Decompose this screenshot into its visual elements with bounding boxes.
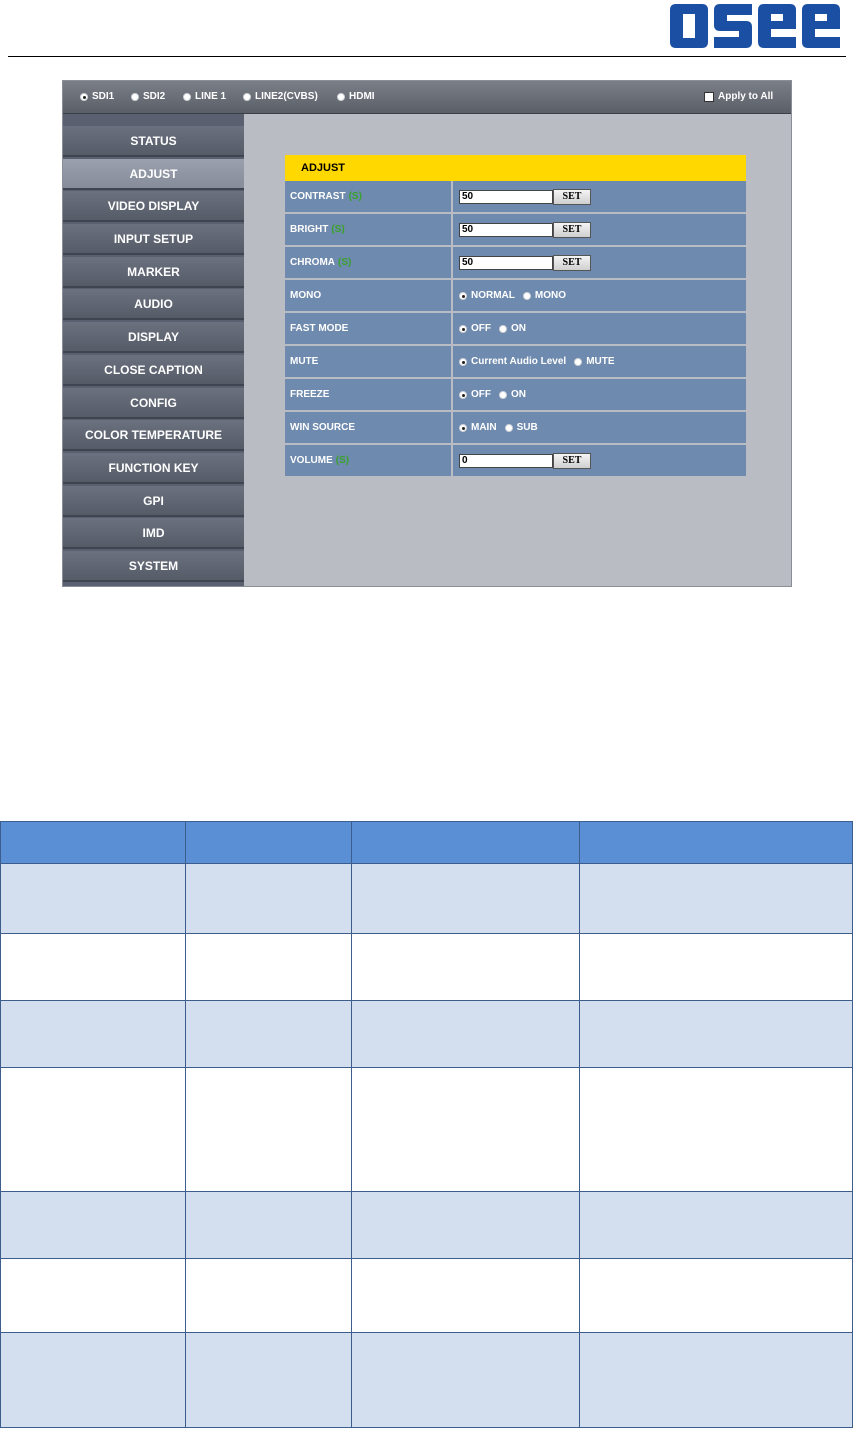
table-row bbox=[1, 1001, 853, 1068]
table-header-row bbox=[1, 822, 853, 864]
win-source-option-sub[interactable]: SUB bbox=[505, 422, 538, 433]
nav-item-adjust[interactable]: ADJUST bbox=[63, 159, 244, 190]
header-rule bbox=[8, 56, 846, 57]
bright-set-button[interactable]: SET bbox=[553, 222, 591, 238]
radio-icon bbox=[183, 93, 191, 101]
win-source-option-main[interactable]: MAIN bbox=[459, 422, 497, 433]
content-area bbox=[244, 114, 790, 586]
radio-icon bbox=[574, 358, 582, 366]
source-option-sdi2[interactable]: SDI2 bbox=[131, 91, 165, 102]
row-label: BRIGHT bbox=[290, 224, 329, 235]
mute-option-current-level[interactable]: Current Audio Level bbox=[459, 356, 566, 367]
radio-icon bbox=[337, 93, 345, 101]
source-option-hdmi[interactable]: HDMI bbox=[337, 91, 375, 102]
row-suffix: (S) bbox=[338, 257, 352, 268]
row-label: FAST MODE bbox=[285, 313, 453, 344]
radio-icon bbox=[459, 391, 467, 399]
source-bar bbox=[63, 81, 791, 114]
nav-item-function-key[interactable]: FUNCTION KEY bbox=[63, 453, 244, 484]
contrast-set-button[interactable]: SET bbox=[553, 189, 591, 205]
adjust-ui-screenshot bbox=[62, 80, 792, 587]
row-label: VOLUME bbox=[290, 455, 333, 466]
nav-item-gpi[interactable]: GPI bbox=[63, 486, 244, 517]
row-mute bbox=[285, 346, 746, 379]
radio-icon bbox=[459, 358, 467, 366]
source-option-sdi1[interactable]: SDI1 bbox=[80, 91, 114, 102]
row-suffix: (S) bbox=[335, 455, 350, 466]
row-contrast bbox=[285, 181, 746, 214]
nav-item-video-display[interactable]: VIDEO DISPLAY bbox=[63, 191, 244, 222]
nav-item-input-setup[interactable]: INPUT SETUP bbox=[63, 224, 244, 255]
radio-icon bbox=[80, 93, 88, 101]
bright-input[interactable]: 50 bbox=[459, 223, 553, 237]
nav-item-imd[interactable]: IMD bbox=[63, 518, 244, 549]
mono-option-mono[interactable]: MONO bbox=[523, 290, 566, 301]
source-option-line1[interactable]: LINE 1 bbox=[183, 91, 226, 102]
table-row bbox=[1, 934, 853, 1001]
volume-input[interactable]: 0 bbox=[459, 454, 553, 468]
mono-option-normal[interactable]: NORMAL bbox=[459, 290, 515, 301]
nav-item-audio[interactable]: AUDIO bbox=[63, 289, 244, 320]
row-label: MONO bbox=[285, 280, 453, 311]
table-header-cell bbox=[1, 822, 186, 864]
radio-icon bbox=[459, 424, 467, 432]
chroma-input[interactable]: 50 bbox=[459, 256, 553, 270]
source-option-line2[interactable]: LINE2(CVBS) bbox=[243, 91, 318, 102]
nav-item-marker[interactable]: MARKER bbox=[63, 257, 244, 288]
table-row bbox=[1, 1192, 853, 1259]
row-win-source bbox=[285, 412, 746, 445]
radio-icon bbox=[505, 424, 513, 432]
apply-to-all-checkbox[interactable]: Apply to All bbox=[704, 91, 773, 102]
nav-item-config[interactable]: CONFIG bbox=[63, 388, 244, 419]
radio-icon bbox=[523, 292, 531, 300]
nav-item-color-temperature[interactable]: COLOR TEMPERATURE bbox=[63, 420, 244, 451]
row-label: CONTRAST bbox=[290, 191, 346, 202]
row-freeze bbox=[285, 379, 746, 412]
row-chroma bbox=[285, 247, 746, 280]
nav-item-status[interactable]: STATUS bbox=[63, 126, 244, 157]
radio-icon bbox=[459, 292, 467, 300]
contrast-input[interactable]: 50 bbox=[459, 190, 553, 204]
nav-item-close-caption[interactable]: CLOSE CAPTION bbox=[63, 355, 244, 386]
table-row bbox=[1, 864, 853, 934]
checkbox-icon bbox=[704, 92, 714, 102]
row-suffix: (S) bbox=[348, 191, 362, 202]
row-label: CHROMA bbox=[290, 257, 335, 268]
radio-icon bbox=[131, 93, 139, 101]
chroma-set-button[interactable]: SET bbox=[553, 255, 591, 271]
mute-option-mute[interactable]: MUTE bbox=[574, 356, 614, 367]
radio-icon bbox=[499, 391, 507, 399]
radio-icon bbox=[243, 93, 251, 101]
table-header-cell bbox=[186, 822, 352, 864]
row-fast-mode bbox=[285, 313, 746, 346]
row-label: MUTE bbox=[285, 346, 453, 377]
osee-logo bbox=[668, 2, 844, 50]
radio-icon bbox=[459, 325, 467, 333]
nav-item-display[interactable]: DISPLAY bbox=[63, 322, 244, 353]
freeze-option-off[interactable]: OFF bbox=[459, 389, 491, 400]
sidebar-nav bbox=[63, 114, 244, 586]
volume-set-button[interactable]: SET bbox=[553, 453, 591, 469]
row-suffix: (S) bbox=[331, 224, 345, 235]
row-bright bbox=[285, 214, 746, 247]
table-header-cell bbox=[580, 822, 853, 864]
table-row bbox=[1, 1333, 853, 1428]
parameter-table bbox=[0, 821, 853, 1428]
freeze-option-on[interactable]: ON bbox=[499, 389, 526, 400]
table-header-cell bbox=[352, 822, 580, 864]
table-row bbox=[1, 1259, 853, 1333]
table-row bbox=[1, 1068, 853, 1192]
panel-title: ADJUST bbox=[285, 155, 746, 181]
fast-mode-option-on[interactable]: ON bbox=[499, 323, 526, 334]
fast-mode-option-off[interactable]: OFF bbox=[459, 323, 491, 334]
row-mono bbox=[285, 280, 746, 313]
row-volume bbox=[285, 445, 746, 476]
nav-item-system[interactable]: SYSTEM bbox=[63, 551, 244, 582]
row-label: WIN SOURCE bbox=[285, 412, 453, 443]
row-label: FREEZE bbox=[285, 379, 453, 410]
adjust-panel bbox=[285, 155, 746, 476]
radio-icon bbox=[499, 325, 507, 333]
